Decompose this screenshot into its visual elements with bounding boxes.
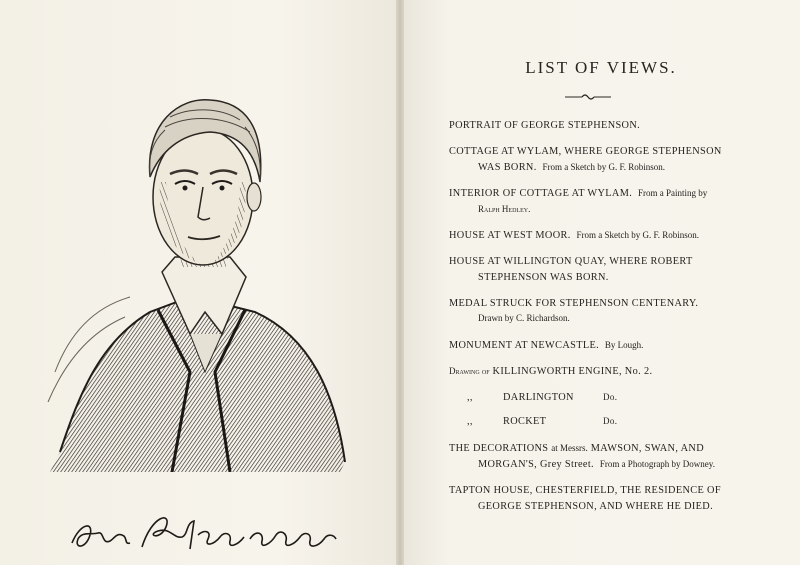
list-item: ,, DARLINGTON Do. [467,392,618,404]
views-list [449,118,769,525]
list-item: INTERIOR OF COTTAGE AT WYLAM. From a Painting by Ralph Hedley. [449,188,708,214]
portrait-engraving [40,72,350,472]
list-item: MEDAL STRUCK FOR STEPHENSON CENTENARY. Drawn by C. Richardson. [449,297,699,324]
signature-image [62,505,342,557]
list-item: HOUSE AT WILLINGTON QUAY, WHERE ROBERT STEPHENSON WAS BORN. [449,256,693,283]
list-item: THE DECORATIONS at Messrs. MAWSON, SWAN, AND MORGAN'S, Grey Street. From a Photograph by Downey. [449,443,715,470]
list-item: ,, ROCKET Do. [467,415,618,427]
ornament-divider [565,92,611,102]
book-gutter [396,0,404,565]
page-title: LIST OF VIEWS. [525,58,677,77]
list-item: TAPTON HOUSE, CHESTERFIELD, THE RESIDENCE OF GEORGE STEPHENSON, AND WHERE HE DIED. [449,485,721,512]
list-item: Drawing of KILLINGWORTH ENGINE, No. 2. [449,366,653,378]
list-item: MONUMENT AT NEWCASTLE. By Lough. [449,339,644,351]
list-item: COTTAGE AT WYLAM, WHERE GEORGE STEPHENSON WAS BORN. From a Sketch by G. F. Robinson. [449,146,722,173]
list-item: HOUSE AT WEST MOOR. From a Sketch by G. F. Robinson. [449,229,700,241]
list-item: PORTRAIT OF GEORGE STEPHENSON. [449,120,641,131]
